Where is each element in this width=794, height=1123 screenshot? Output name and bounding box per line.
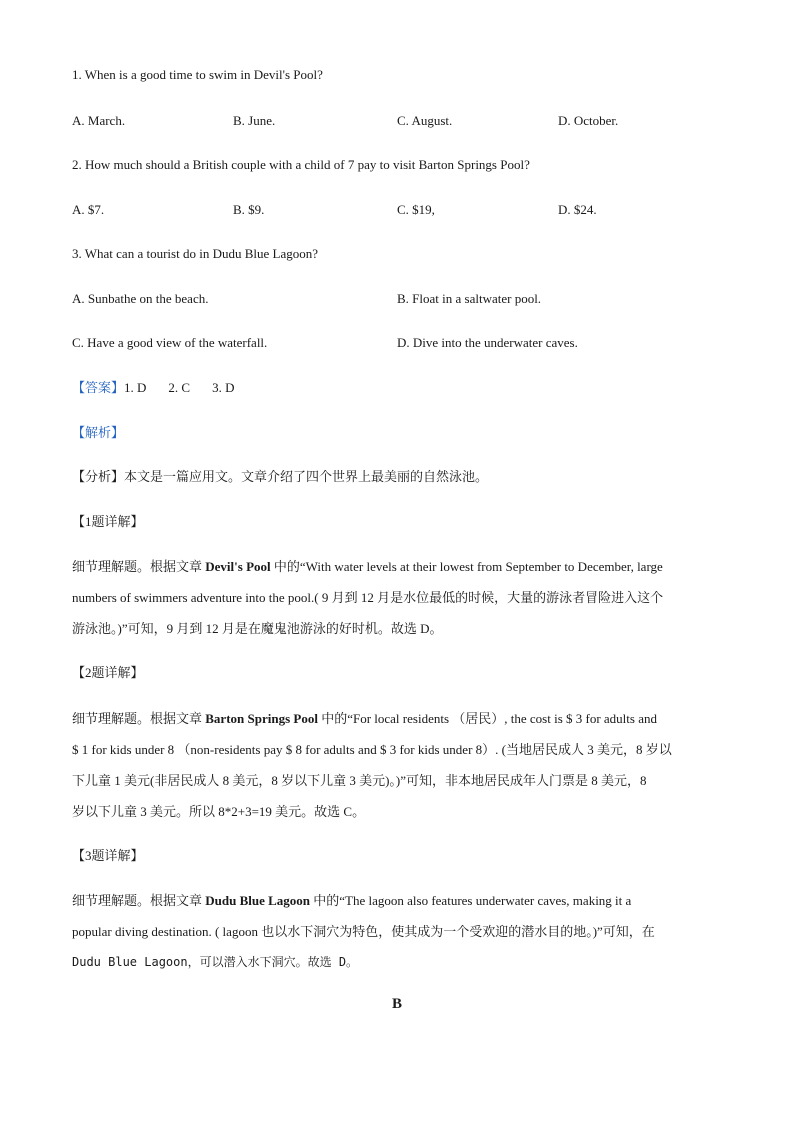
answer-item-2: 2. C (168, 380, 191, 395)
detail-2-line1: 中的“For local residents （居民）, the cost is $ 3 for adults and (317, 711, 657, 726)
answer-item-3: 3. D (212, 380, 235, 395)
detail-1-source: Devil's Pool (205, 559, 271, 574)
detail-2-prefix: 细节理解题。根据文章 (72, 711, 206, 726)
detail-1-line1: 中的“With water levels at their lowest from September to December, large (270, 559, 663, 574)
question-1-option-d: D. October. (558, 113, 619, 128)
detail-3-title: 【3题详解】 (72, 848, 144, 863)
question-2-stem: 2. How much should a British couple with a child of 7 pay to visit Barton Springs Pool? (72, 157, 530, 172)
question-3-option-a: A. Sunbathe on the beach. (72, 291, 209, 306)
analysis-label: 【解析】 (72, 425, 125, 440)
analysis-summary-text: 本文是一篇应用文。文章介绍了四个世界上最美丽的自然泳池。 (124, 469, 489, 484)
detail-1-body (72, 551, 722, 644)
detail-3-line3: Dudu Blue Lagoon，可以潜入水下洞穴。故选 D。 (72, 955, 359, 969)
detail-3-prefix: 细节理解题。根据文章 (72, 893, 206, 908)
detail-2-line4: 岁以下儿童 3 美元。所以 8*2+3=19 美元。故选 C。 (72, 804, 366, 819)
detail-2-line3: 下儿童 1 美元(非居民成人 8 美元，8 岁以下儿童 3 美元)。)”可知，非本地居民成年人门票是 8 美元，8 (72, 773, 647, 788)
question-1-option-c: C. August. (397, 113, 453, 128)
question-1-stem: 1. When is a good time to swim in Devil's Pool? (72, 67, 323, 82)
question-3-option-b: B. Float in a saltwater pool. (397, 291, 542, 306)
question-1-option-a: A. March. (72, 113, 126, 128)
detail-2-source: Barton Springs Pool (205, 711, 318, 726)
detail-2-line2: $ 1 for kids under 8 （non-residents pay $ 8 for adults and $ 3 for kids under 8）. (当地居民成人 3 美元，8 岁以 (72, 742, 672, 757)
analysis-summary (72, 468, 488, 486)
question-2-option-a: A. $7. (72, 202, 105, 217)
answer-label: 【答案】 (72, 380, 125, 395)
detail-1-line3: 游泳池。)”可知，9 月到 12 月是在魔鬼池游泳的好时机。故选 D。 (72, 621, 443, 636)
detail-2-body (72, 703, 722, 827)
detail-1-prefix: 细节理解题。根据文章 (72, 559, 206, 574)
question-1-option-b: B. June. (233, 113, 276, 128)
question-2-option-d: D. $24. (558, 202, 597, 217)
question-2-option-c: C. $19, (397, 202, 435, 217)
detail-3-body (72, 885, 722, 978)
detail-2-title: 【2题详解】 (72, 665, 144, 680)
detail-3-line1: 中的“The lagoon also features underwater caves, making it a (310, 893, 632, 908)
detail-3-source: Dudu Blue Lagoon (205, 893, 311, 908)
answer-line (72, 379, 234, 397)
detail-1-title: 【1题详解】 (72, 514, 144, 529)
section-marker: B (391, 996, 402, 1012)
detail-1-line2: numbers of swimmers adventure into the pool.( 9 月到 12 月是水位最低的时候，大量的游泳者冒险进入这个 (72, 590, 664, 605)
question-2-option-b: B. $9. (233, 202, 265, 217)
question-3-stem: 3. What can a tourist do in Dudu Blue Lagoon? (72, 246, 318, 261)
question-3-option-c: C. Have a good view of the waterfall. (72, 335, 268, 350)
answer-item-1: 1. D (124, 380, 147, 395)
analysis-summary-label: 【分析】 (72, 469, 125, 484)
question-3-option-d: D. Dive into the underwater caves. (397, 335, 578, 350)
detail-3-line2: popular diving destination. ( lagoon 也以水下洞穴为特色，使其成为一个受欢迎的潜水目的地。)”可知，在 (72, 924, 655, 939)
